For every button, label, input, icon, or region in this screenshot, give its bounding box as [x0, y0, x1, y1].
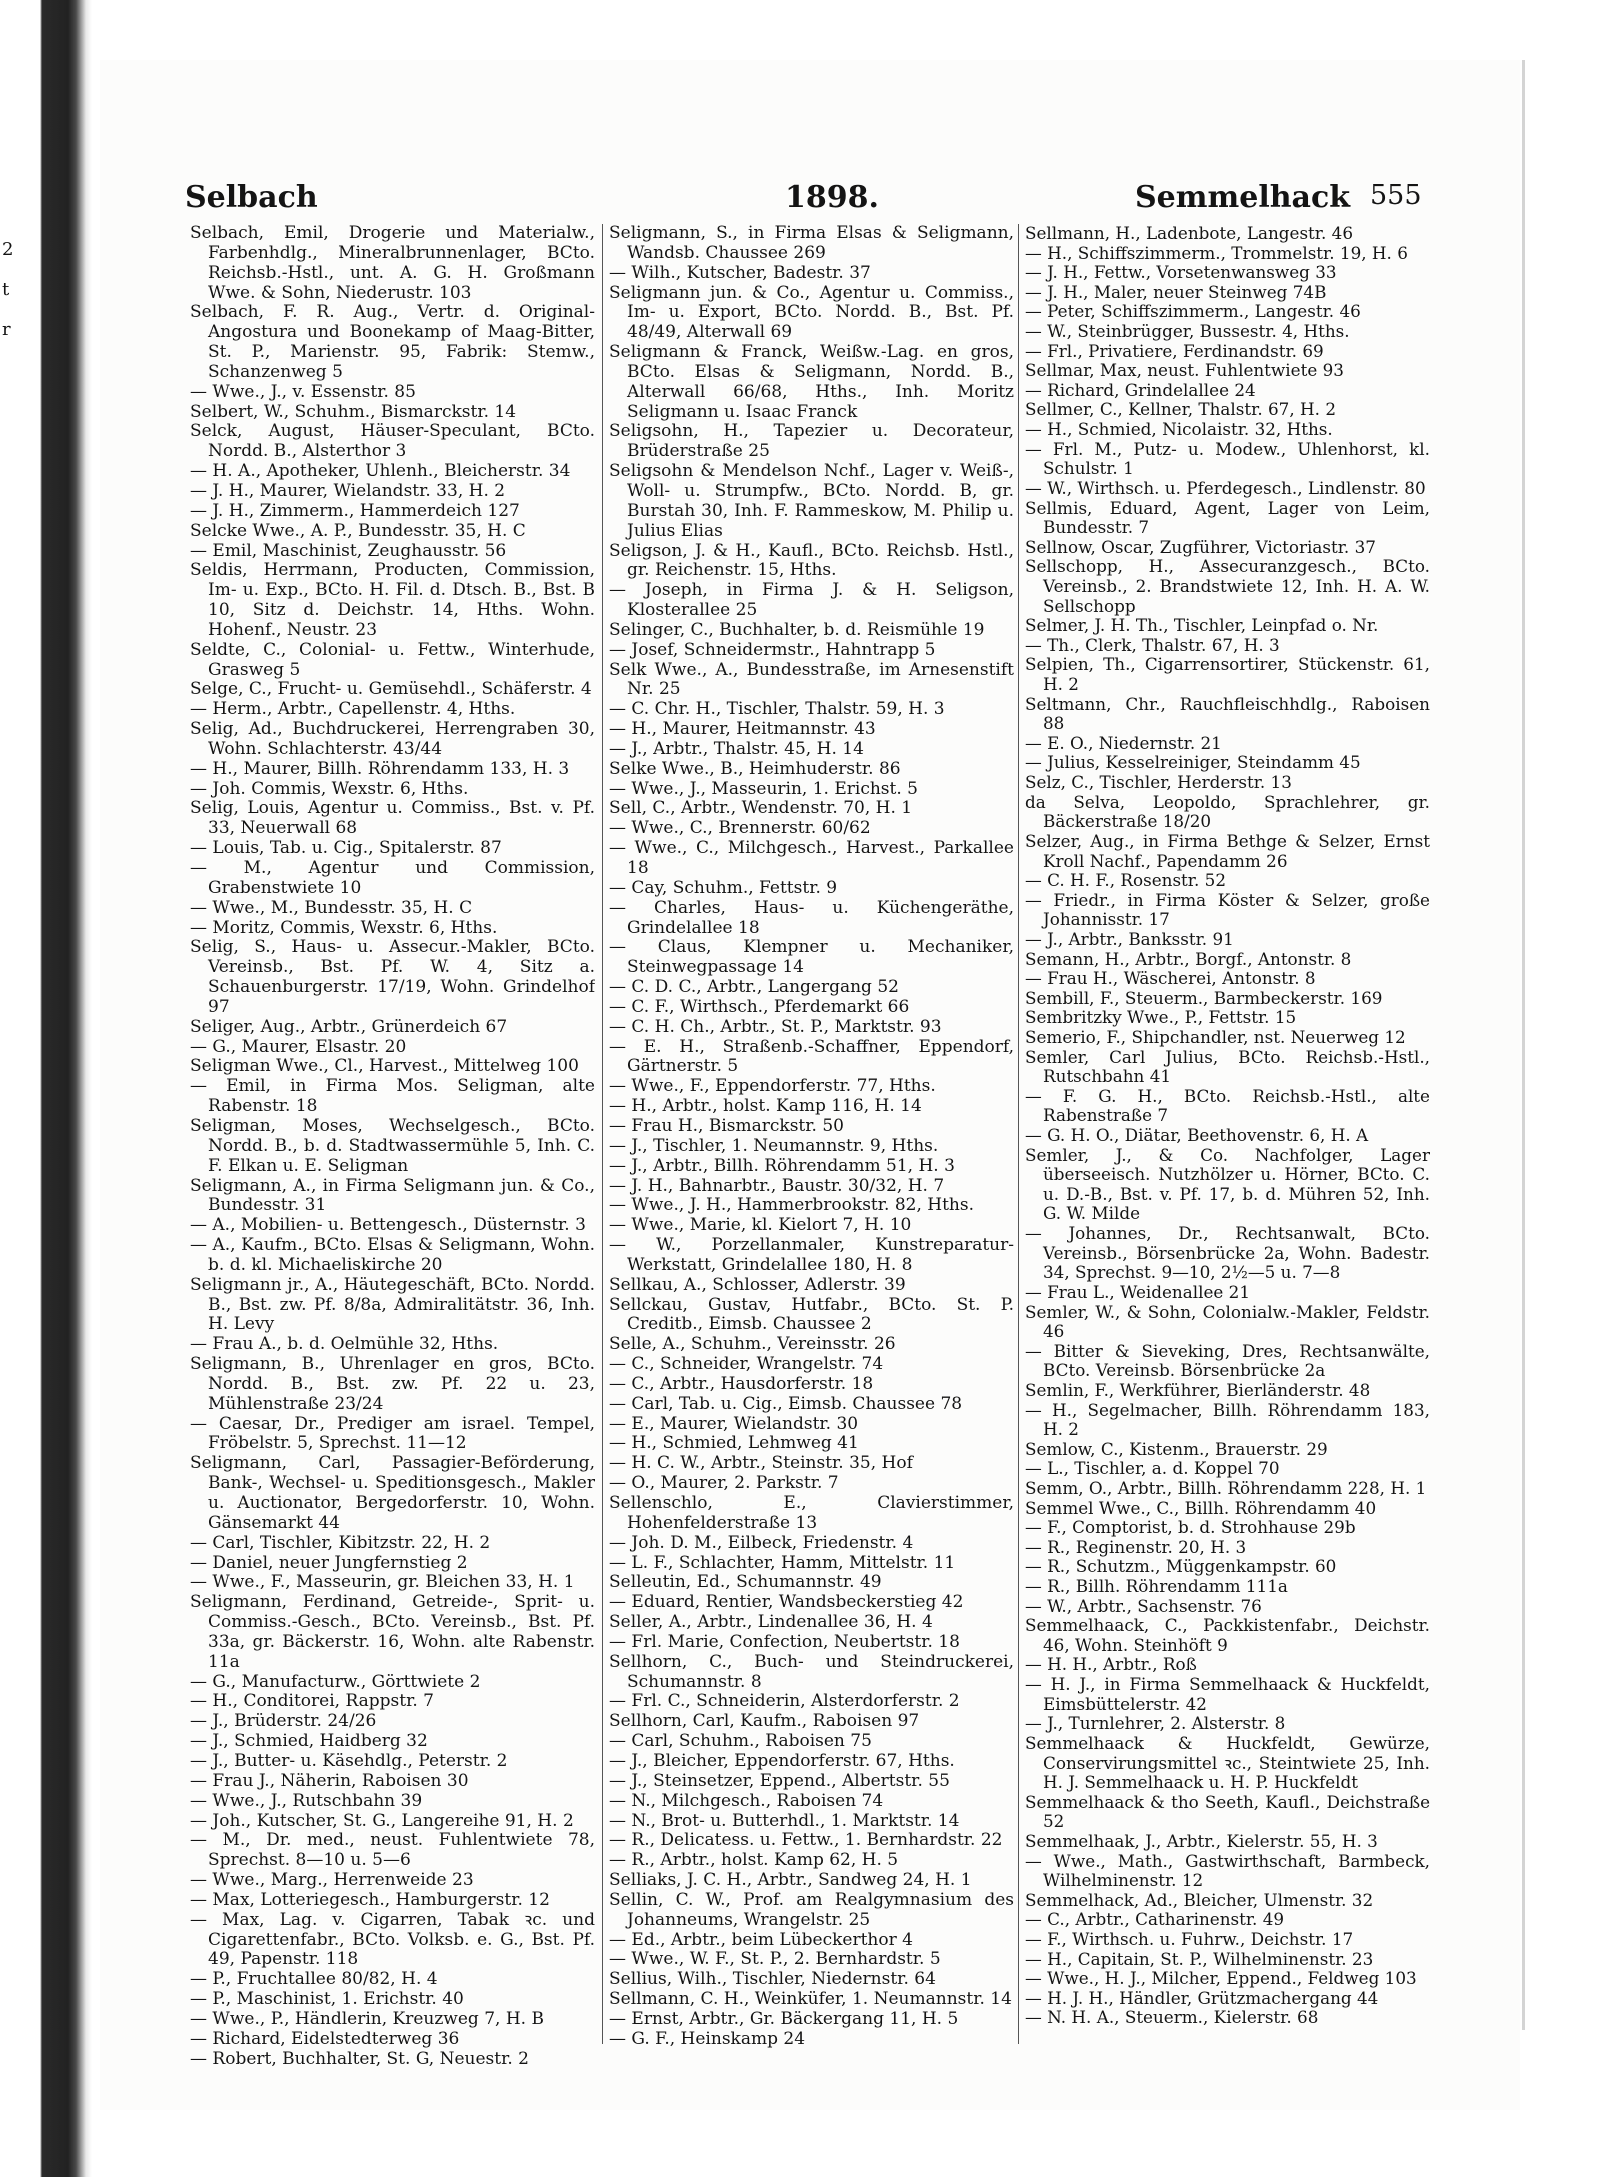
directory-entry: — Wwe., H. J., Milcher, Eppend., Feldweg 103: [1025, 1968, 1417, 1989]
directory-entry: — J. H., Bahnarbtr., Baustr. 30/32, H. 7: [609, 1175, 945, 1196]
directory-entry: Sellnow, Oscar, Zugführer, Victoriastr. 37: [1025, 536, 1376, 557]
directory-entry: Seligmann jun. & Co., Agentur u. Commiss., Im- u. Export, BCto. Nordd. B., Bst. Pf. 48/49, Alterwall 69: [609, 282, 1014, 343]
directory-entry: Selke Wwe., B., Heimhuderstr. 86: [609, 758, 901, 779]
directory-entry: — H., Arbtr., holst. Kamp 116, H. 14: [609, 1096, 922, 1117]
directory-entry: — Cay, Schuhm., Fettstr. 9: [609, 877, 838, 898]
edge-mark: t: [2, 279, 10, 300]
directory-entry: Semmelhaack & tho Seeth, Kaufl., Deichstraße 52: [1025, 1791, 1430, 1832]
directory-entry: — J. H., Zimmerm., Hammerdeich 127: [190, 500, 520, 521]
directory-entry: Semler, J., & Co. Nachfolger, Lager überseeisch. Nutzhölzer u. Hörner, BCto. C. u. D.-B., Bst. v. Pf. 17, b. d. Mühren 52, Inh. G. W. Milde: [1025, 1144, 1430, 1224]
directory-entry: — Louis, Tab. u. Cig., Spitalerstr. 87: [190, 838, 502, 859]
directory-entry: — Joseph, in Firma J. & H. Seligson, Klosterallee 25: [609, 580, 1014, 621]
directory-entry: — P., Maschinist, 1. Erichstr. 40: [190, 1989, 464, 2010]
directory-entry: — M., Dr. med., neust. Fuhlentwiete 78, Sprechst. 8—10 u. 5—6: [190, 1830, 595, 1871]
directory-entry: — Josef, Schneidermstr., Hahntrapp 5: [609, 639, 936, 660]
directory-entry: Seldte, C., Colonial- u. Fettw., Winterhude, Grasweg 5: [190, 639, 595, 680]
directory-entry: Selck, August, Häuser-Speculant, BCto. Nordd. B., Alsterthor 3: [190, 421, 595, 462]
directory-entry: — C. D. C., Arbtr., Langergang 52: [609, 977, 899, 998]
column-rule: [1018, 224, 1019, 2044]
directory-entry: Semmelhack, Ad., Bleicher, Ulmenstr. 32: [1025, 1889, 1374, 1910]
directory-entry: Semmelhaak, J., Arbtr., Kielerstr. 55, H. 3: [1025, 1830, 1378, 1851]
directory-entry: — O., Maurer, 2. Parkstr. 7: [609, 1473, 839, 1494]
directory-entry: — G., Maurer, Elsastr. 20: [190, 1036, 407, 1057]
directory-entry: Sellschopp, H., Assecuranzgesch., BCto. Vereinsb., 2. Brandstwiete 12, Inh. H. A. W. Sellschopp: [1025, 556, 1430, 616]
directory-entry: — Frl., Privatiere, Ferdinandstr. 69: [1025, 340, 1324, 361]
directory-entry: Selig, Louis, Agentur u. Commiss., Bst. v. Pf. 33, Neuerwall 68: [190, 798, 595, 839]
directory-entry: — H., Conditorei, Rappstr. 7: [190, 1691, 434, 1712]
directory-entry: Semmel Wwe., C., Billh. Röhrendamm 40: [1025, 1497, 1377, 1518]
directory-entry: — J., Arbtr., Banksstr. 91: [1025, 928, 1234, 949]
directory-entry: — L., Tischler, a. d. Koppel 70: [1025, 1458, 1280, 1479]
directory-entry: — A., Mobilien- u. Bettengesch., Düsternstr. 3: [190, 1215, 586, 1236]
directory-entry: — H. J. H., Händler, Grützmachergang 44: [1025, 1987, 1379, 2008]
directory-entry: Seligman, Moses, Wechselgesch., BCto. Nordd. B., b. d. Stadtwassermühle 5, Inh. C. F. Elkan u. E. Seligman: [190, 1115, 595, 1176]
directory-entry: da Selva, Leopoldo, Sprachlehrer, gr. Bäckerstraße 18/20: [1025, 791, 1430, 832]
directory-entry: Sell, C., Arbtr., Wendenstr. 70, H. 1: [609, 798, 913, 819]
directory-entry: Selzer, Aug., in Firma Bethge & Selzer, Ernst Kroll Nachf., Papendamm 26: [1025, 830, 1430, 871]
directory-entry: — E. H., Straßenb.-Schaffner, Eppendorf, Gärtnerstr. 5: [609, 1036, 1014, 1077]
directory-entry: — H. H., Arbtr., Roß: [1025, 1654, 1197, 1675]
directory-entry: — Wwe., P., Händlerin, Kreuzweg 7, H. B: [190, 2008, 544, 2029]
directory-entry: Sellkau, A., Schlosser, Adlerstr. 39: [609, 1274, 906, 1295]
directory-entry: — Carl, Schuhm., Raboisen 75: [609, 1731, 872, 1752]
directory-entry: — Frau J., Näherin, Raboisen 30: [190, 1770, 469, 1791]
directory-entry: — R., Schutzm., Müggenkampstr. 60: [1025, 1556, 1337, 1577]
directory-entry: Sellmer, C., Kellner, Thalstr. 67, H. 2: [1025, 399, 1337, 420]
edge-mark: 2: [2, 239, 14, 260]
directory-entry: — W., Arbtr., Sachsenstr. 76: [1025, 1595, 1262, 1616]
directory-entry: Seltmann, Chr., Rauchfleischhdlg., Raboisen 88: [1025, 693, 1430, 734]
directory-entry: — Daniel, neuer Jungfernstieg 2: [190, 1552, 468, 1573]
directory-entry: — C. F., Wirthsch., Pferdemarkt 66: [609, 996, 910, 1017]
directory-entry: Seligmann, A., in Firma Seligmann jun. & Co., Bundesstr. 31: [190, 1175, 595, 1216]
directory-entry: Seligmann, S., in Firma Elsas & Seligmann, Wandsb. Chaussee 269: [609, 224, 1014, 263]
directory-entry: — H., Schiffszimmerm., Trommelstr. 19, H. 6: [1025, 242, 1408, 263]
directory-entry: — H., Maurer, Heitmannstr. 43: [609, 719, 876, 740]
directory-entry: Selcke Wwe., A. P., Bundesstr. 35, H. C: [190, 520, 526, 541]
directory-entry: — Emil, in Firma Mos. Seligman, alte Rabenstr. 18: [190, 1076, 595, 1117]
directory-entry: — Richard, Eidelstedterweg 36: [190, 2028, 460, 2049]
directory-entry: — N. H. A., Steuerm., Kielerstr. 68: [1025, 2007, 1319, 2028]
directory-entry: — Wwe., J., v. Essenstr. 85: [190, 381, 416, 402]
directory-entry: — Frl. M., Putz- u. Modew., Uhlenhorst, kl. Schulstr. 1: [1025, 438, 1430, 479]
directory-entry: — H., Schmied, Nicolaistr. 32, Hths.: [1025, 419, 1333, 440]
directory-entry: Sembill, F., Steuerm., Barmbeckerstr. 169: [1025, 987, 1383, 1008]
directory-entry: — Herm., Arbtr., Capellenstr. 4, Hths.: [190, 699, 516, 720]
directory-entry: — C. H. Ch., Arbtr., St. P., Marktstr. 93: [609, 1016, 942, 1037]
directory-entry: — J. H., Fettw., Vorsetenwansweg 33: [1025, 262, 1337, 283]
directory-entry: Seldis, Herrmann, Producten, Commission, Im- u. Exp., BCto. H. Fil. d. Dtsch. B., Bst. B 10, Sitz d. Deichstr. 14, Hths. Wohn. Hohenf., Neustr. 23: [190, 560, 595, 640]
directory-entry: — J., Brüderstr. 24/26: [190, 1711, 377, 1732]
directory-entry: — Carl, Tab. u. Cig., Eimsb. Chaussee 78: [609, 1393, 963, 1414]
column-rule: [602, 224, 603, 2044]
directory-entry: — L. F., Schlachter, Hamm, Mittelstr. 11: [609, 1552, 956, 1573]
directory-entry: — W., Steinbrügger, Bussestr. 4, Hths.: [1025, 321, 1350, 342]
directory-entry: Selk Wwe., A., Bundesstraße, im Arnesenstift Nr. 25: [609, 659, 1014, 700]
directory-entry: — Frau L., Weidenallee 21: [1025, 1281, 1251, 1302]
directory-entry: Selbert, W., Schuhm., Bismarckstr. 14: [190, 401, 517, 422]
directory-entry: — E., Maurer, Wielandstr. 30: [609, 1413, 859, 1434]
directory-column-1: [190, 224, 595, 2084]
directory-entry: — H., Maurer, Billh. Röhrendamm 133, H. 3: [190, 758, 570, 779]
directory-entry: — Wwe., C., Milchgesch., Harvest., Parkallee 18: [609, 838, 1014, 878]
directory-entry: — J., Bleicher, Eppendorferstr. 67, Hths.: [609, 1750, 955, 1771]
directory-entry: Selbach, F. R. Aug., Vertr. d. Original-Angostura und Boonekamp of Maag-Bitter, St. P., Marienstr. 95, Fabrik: Stemw., Schanzenweg 5: [190, 302, 595, 382]
directory-entry: — Eduard, Rentier, Wandsbeckerstieg 42: [609, 1592, 964, 1613]
directory-entry: — Max, Lag. v. Cigarren, Tabak ꝛc. und Cigarettenfabr., BCto. Volksb. e. G., Bst. Pf. 49, Papenstr. 118: [190, 1909, 595, 1970]
directory-entry: — Moritz, Commis, Wexstr. 6, Hths.: [190, 917, 498, 938]
directory-entry: Selmer, J. H. Th., Tischler, Leinpfad o. Nr.: [1025, 615, 1379, 636]
directory-entry: — Charles, Haus- u. Küchengeräthe, Grindelallee 18: [609, 897, 1014, 938]
directory-entry: — R., Arbtr., holst. Kamp 62, H. 5: [609, 1850, 899, 1871]
directory-entry: Seligmann, Ferdinand, Getreide-, Sprit- u. Commiss.-Gesch., BCto. Vereinsb., Bst. Pf. 33a, gr. Bäckerstr. 16, Wohn. alte Rabenstr. 11a: [190, 1592, 595, 1672]
directory-entry: — G. H. O., Diätar, Beethovenstr. 6, H. A: [1025, 1125, 1369, 1146]
directory-entry: — Joh. D. M., Eilbeck, Friedenstr. 4: [609, 1532, 914, 1553]
directory-entry: — Wwe., F., Masseurin, gr. Bleichen 33, H. 1: [190, 1572, 575, 1593]
directory-entry: Selig, S., Haus- u. Assecur.-Makler, BCto. Vereinsb., Bst. Pf. W. 4, Sitz a. Schauenburgerstr. 17/19, Wohn. Grindelhof 97: [190, 937, 595, 1017]
directory-entry: — C., Arbtr., Catharinenstr. 49: [1025, 1909, 1285, 1930]
directory-entry: — J., Butter- u. Käsehdlg., Peterstr. 2: [190, 1750, 508, 1771]
directory-entry: — Joh., Kutscher, St. G., Langereihe 91, H. 2: [190, 1810, 574, 1831]
directory-entry: — Wwe., W. F., St. P., 2. Bernhardstr. 5: [609, 1949, 941, 1970]
directory-entry: Semlin, F., Werkführer, Bierländerstr. 48: [1025, 1379, 1371, 1400]
directory-entry: Seligmann & Franck, Weißw.-Lag. en gros, BCto. Elsas & Seligmann, Nordd. B., Alterwall 66/68, Hths., Inh. Moritz Seligmann u. Isaac Franck: [609, 342, 1014, 422]
directory-entry: — F., Comptorist, b. d. Strohhause 29b: [1025, 1517, 1356, 1538]
directory-entry: Semmelhaack & Huckfeldt, Gewürze, Conservirungsmittel ꝛc., Steintwiete 25, Inh. H. J. Semmelhaack u. H. P. Huckfeldt: [1025, 1732, 1430, 1793]
directory-entry: — Wwe., M., Bundesstr. 35, H. C: [190, 897, 473, 918]
directory-entry: Semm, O., Arbtr., Billh. Röhrendamm 228, H. 1: [1025, 1478, 1427, 1498]
directory-entry: — J. H., Maler, neuer Steinweg 74B: [1025, 281, 1327, 302]
directory-entry: — C., Schneider, Wrangelstr. 74: [609, 1354, 884, 1375]
directory-entry: — Max, Lotteriegesch., Hamburgerstr. 12: [190, 1889, 550, 1910]
directory-entry: — Wwe., J., Masseurin, 1. Erichst. 5: [609, 778, 918, 799]
directory-entry: Sellhorn, Carl, Kaufm., Raboisen 97: [609, 1711, 920, 1732]
directory-entry: — Peter, Schiffszimmerm., Langestr. 46: [1025, 301, 1361, 322]
directory-entry: — Th., Clerk, Thalstr. 67, H. 3: [1025, 634, 1280, 655]
directory-entry: Sellhorn, C., Buch- und Steindruckerei, Schumannstr. 8: [609, 1651, 1014, 1692]
directory-entry: Selpien, Th., Cigarrensortirer, Stückenstr. 61, H. 2: [1025, 654, 1430, 695]
directory-entry: Sellenschlo, E., Clavierstimmer, Hohenfelderstraße 13: [609, 1493, 1014, 1533]
directory-entry: — Wwe., Marg., Herrenweide 23: [190, 1870, 474, 1891]
directory-entry: Selleutin, Ed., Schumannstr. 49: [609, 1572, 882, 1593]
directory-entry: Sellius, Wilh., Tischler, Niedernstr. 64: [609, 1969, 936, 1990]
directory-entry: — J., Turnlehrer, 2. Alsterstr. 8: [1025, 1713, 1286, 1734]
directory-entry: — J., Schmied, Haidberg 32: [190, 1731, 428, 1752]
page-edge-marks: [2, 230, 16, 350]
directory-entry: Selliaks, J. C. H., Arbtr., Sandweg 24, H. 1: [609, 1870, 972, 1891]
directory-entry: — R., Reginenstr. 20, H. 3: [1025, 1536, 1247, 1557]
directory-entry: — G., Manufacturw., Görttwiete 2: [190, 1671, 481, 1692]
directory-entry: — G. F., Heinskamp 24: [609, 2028, 806, 2049]
header-year: 1898.: [785, 180, 879, 215]
directory-entry: — E. O., Niedernstr. 21: [1025, 732, 1222, 753]
directory-entry: Selz, C., Tischler, Herderstr. 13: [1025, 772, 1292, 793]
directory-entry: — Wwe., F., Eppendorferstr. 77, Hths.: [609, 1076, 936, 1097]
directory-entry: Seligsohn & Mendelson Nchf., Lager v. Weiß-, Woll- u. Strumpfw., BCto. Nordd. B, gr. Burstah 30, Inh. F. Rammeskow, M. Philip u. Julius Elias: [609, 461, 1014, 541]
directory-entry: Seligmann, Carl, Passagier-Beförderung, Bank-, Wechsel- u. Speditionsgesch., Makler u. Auctionator, Bergedorferstr. 10, Wohn. Gänsemarkt 44: [190, 1453, 595, 1533]
directory-entry: — J., Arbtr., Billh. Röhrendamm 51, H. 3: [609, 1155, 955, 1176]
directory-entry: — N., Brot- u. Butterhdl., 1. Marktstr. 14: [609, 1810, 960, 1831]
directory-entry: — F. G. H., BCto. Reichsb.-Hstl., alte Rabenstraße 7: [1025, 1085, 1430, 1126]
directory-entry: Semann, H., Arbtr., Borgf., Antonstr. 8: [1025, 948, 1352, 969]
directory-entry: — H., Capitain, St. P., Wilhelminenstr. 23: [1025, 1948, 1374, 1969]
directory-entry: Sellmann, H., Ladenbote, Langestr. 46: [1025, 224, 1354, 243]
directory-entry: — Ernst, Arbtr., Gr. Bäckergang 11, H. 5: [609, 2008, 959, 2029]
directory-entry: — Bitter & Sieveking, Dres, Rechtsanwälte, BCto. Vereinsb. Börsenbrücke 2a: [1025, 1340, 1430, 1381]
directory-entry: Semmelhaack, C., Packkistenfabr., Deichstr. 46, Wohn. Steinhöft 9: [1025, 1615, 1430, 1655]
directory-entry: Seligson, J. & H., Kaufl., BCto. Reichsb. Hstl., gr. Reichenstr. 15, Hths.: [609, 540, 1014, 581]
directory-entry: — H., Schmied, Lehmweg 41: [609, 1433, 859, 1454]
directory-entry: — F., Wirthsch. u. Fuhrw., Deichstr. 17: [1025, 1929, 1354, 1950]
directory-entry: — R., Billh. Röhrendamm 111a: [1025, 1576, 1288, 1597]
directory-entry: Selig, Ad., Buchdruckerei, Herrengraben 30, Wohn. Schlachterstr. 43/44: [190, 719, 595, 759]
directory-entry: — Frau H., Bismarckstr. 50: [609, 1115, 844, 1136]
directory-entry: — W., Wirthsch. u. Pferdegesch., Lindlenstr. 80: [1025, 477, 1426, 498]
directory-entry: — Friedr., in Firma Köster & Selzer, große Johannisstr. 17: [1025, 889, 1430, 930]
directory-column-3: [1025, 224, 1430, 2084]
directory-entry: — P., Fruchtallee 80/82, H. 4: [190, 1969, 438, 1990]
directory-entry: — C. Chr. H., Tischler, Thalstr. 59, H. 3: [609, 699, 945, 720]
directory-entry: Sembritzky Wwe., P., Fettstr. 15: [1025, 1007, 1297, 1028]
directory-entry: — Frau H., Wäscherei, Antonstr. 8: [1025, 968, 1316, 989]
directory-entry: Seligman Wwe., Cl., Harvest., Mittelweg 100: [190, 1056, 579, 1077]
directory-entry: Selbach, Emil, Drogerie und Materialw., Farbenhdlg., Mineralbrunnenlager, BCto. Reichsb.-Hstl., unt. A. G. H. Großmann Wwe. & Sohn, Niederustr. 103: [190, 224, 595, 303]
directory-entry: Selinger, C., Buchhalter, b. d. Reismühle 19: [609, 619, 985, 640]
directory-entry: — Richard, Grindelallee 24: [1025, 379, 1256, 400]
edge-mark: r: [2, 319, 11, 340]
directory-entry: Sellin, C. W., Prof. am Realgymnasium des Johanneums, Wrangelstr. 25: [609, 1889, 1014, 1930]
directory-entry: Seligmann jr., A., Häutegeschäft, BCto. Nordd. B., Bst. zw. Pf. 8/8a, Admiralitätstr. 36, Inh. H. Levy: [190, 1274, 595, 1335]
directory-entry: Seligsohn, H., Tapezier u. Decorateur, Brüderstraße 25: [609, 421, 1014, 462]
page-edge: [1522, 60, 1525, 2030]
directory-entry: — Wwe., Math., Gastwirthschaft, Barmbeck, Wilhelminenstr. 12: [1025, 1850, 1430, 1891]
directory-entry: — M., Agentur und Commission, Grabenstwiete 10: [190, 858, 595, 898]
directory-entry: — R., Delicatess. u. Fettw., 1. Bernhardstr. 22: [609, 1830, 1003, 1851]
directory-entry: — J., Steinsetzer, Eppend., Albertstr. 55: [609, 1770, 950, 1791]
directory-entry: Seligmann, B., Uhrenlager en gros, BCto. Nordd. B., Bst. zw. Pf. 22 u. 23, Mühlenstraße 23/24: [190, 1354, 595, 1414]
directory-entry: — Wwe., C., Brennerstr. 60/62: [609, 818, 871, 839]
directory-entry: — Johannes, Dr., Rechtsanwalt, BCto. Vereinsb., Börsenbrücke 2a, Wohn. Badestr. 34, Sprechst. 9—10, 2½—5 u. 7—8: [1025, 1223, 1430, 1283]
directory-entry: — Caesar, Dr., Prediger am israel. Tempel, Fröbelstr. 5, Sprechst. 11—12: [190, 1413, 595, 1454]
directory-entry: Seliger, Aug., Arbtr., Grünerdeich 67: [190, 1016, 508, 1037]
directory-entry: — J., Arbtr., Thalstr. 45, H. 14: [609, 738, 864, 759]
header-left-keyword: Selbach: [185, 180, 318, 215]
directory-entry: Sellmar, Max, neust. Fuhlentwiete 93: [1025, 360, 1344, 381]
directory-entry: — J. H., Maurer, Wielandstr. 33, H. 2: [190, 480, 506, 501]
directory-entry: — Wwe., Marie, kl. Kielort 7, H. 10: [609, 1215, 912, 1236]
directory-entry: — H. J., in Firma Semmelhaack & Huckfeldt, Eimsbüttelerstr. 42: [1025, 1674, 1430, 1714]
directory-entry: — H. C. W., Arbtr., Steinstr. 35, Hof: [609, 1453, 913, 1474]
directory-entry: — Wwe., J., Rutschbahn 39: [190, 1790, 423, 1811]
directory-entry: Semlow, C., Kistenm., Brauerstr. 29: [1025, 1438, 1328, 1459]
directory-entry: — W., Porzellanmaler, Kunstreparatur-Werkstatt, Grindelallee 180, H. 8: [609, 1235, 1014, 1275]
directory-entry: Sellmann, C. H., Weinküfer, 1. Neumannstr. 14: [609, 1989, 1012, 2010]
directory-entry: — J., Tischler, 1. Neumannstr. 9, Hths.: [609, 1135, 939, 1156]
directory-entry: Selge, C., Frucht- u. Gemüsehdl., Schäferstr. 4: [190, 679, 592, 700]
directory-entry: — Carl, Tischler, Kibitzstr. 22, H. 2: [190, 1532, 491, 1553]
directory-entry: Seller, A., Arbtr., Lindenallee 36, H. 4: [609, 1612, 933, 1633]
directory-column-2: [609, 224, 1014, 2084]
running-header: [185, 180, 1422, 230]
directory-entry: Sellckau, Gustav, Hutfabr., BCto. St. P. Creditb., Eimsb. Chaussee 2: [609, 1294, 1014, 1335]
directory-entry: Semler, W., & Sohn, Colonialw.-Makler, Feldstr. 46: [1025, 1301, 1430, 1342]
directory-entry: — Claus, Klempner u. Mechaniker, Steinwegpassage 14: [609, 937, 1014, 978]
header-right-keyword: Semmelhack: [1135, 180, 1351, 215]
directory-entry: Sellmis, Eduard, Agent, Lager von Leim, Bundesstr. 7: [1025, 497, 1430, 538]
directory-entry: — Ed., Arbtr., beim Lübeckerthor 4: [609, 1929, 913, 1950]
directory-entry: — Frau A., b. d. Oelmühle 32, Hths.: [190, 1334, 499, 1355]
directory-entry: — A., Kaufm., BCto. Elsas & Seligmann, Wohn. b. d. kl. Michaeliskirche 20: [190, 1235, 595, 1275]
directory-entry: — Frl. Marie, Confection, Neubertstr. 18: [609, 1631, 960, 1652]
directory-entry: — C. H. F., Rosenstr. 52: [1025, 870, 1227, 891]
directory-entry: Semerio, F., Shipchandler, nst. Neuerweg 12: [1025, 1026, 1406, 1047]
directory-entry: — Julius, Kesselreiniger, Steindamm 45: [1025, 752, 1361, 773]
directory-entry: — Emil, Maschinist, Zeughausstr. 56: [190, 540, 507, 561]
directory-entry: — H., Segelmacher, Billh. Röhrendamm 183, H. 2: [1025, 1399, 1430, 1440]
directory-entry: — N., Milchgesch., Raboisen 74: [609, 1790, 884, 1811]
directory-entry: — Robert, Buchhalter, St. G, Neuestr. 2: [190, 2048, 529, 2069]
directory-entry: — Frl. C., Schneiderin, Alsterdorferstr. 2: [609, 1691, 960, 1712]
directory-entry: Selle, A., Schuhm., Vereinsstr. 26: [609, 1334, 896, 1355]
directory-entry: — H. A., Apotheker, Uhlenh., Bleicherstr. 34: [190, 461, 571, 482]
directory-entry: — C., Arbtr., Hausdorferstr. 18: [609, 1373, 874, 1394]
directory-entry: — Wilh., Kutscher, Badestr. 37: [609, 262, 871, 283]
directory-entry: — Joh. Commis, Wexstr. 6, Hths.: [190, 778, 469, 799]
page-number: 555: [1370, 180, 1422, 211]
directory-entry: — Wwe., J. H., Hammerbrookstr. 82, Hths.: [609, 1195, 975, 1216]
directory-entry: Semler, Carl Julius, BCto. Reichsb.-Hstl., Rutschbahn 41: [1025, 1046, 1430, 1087]
